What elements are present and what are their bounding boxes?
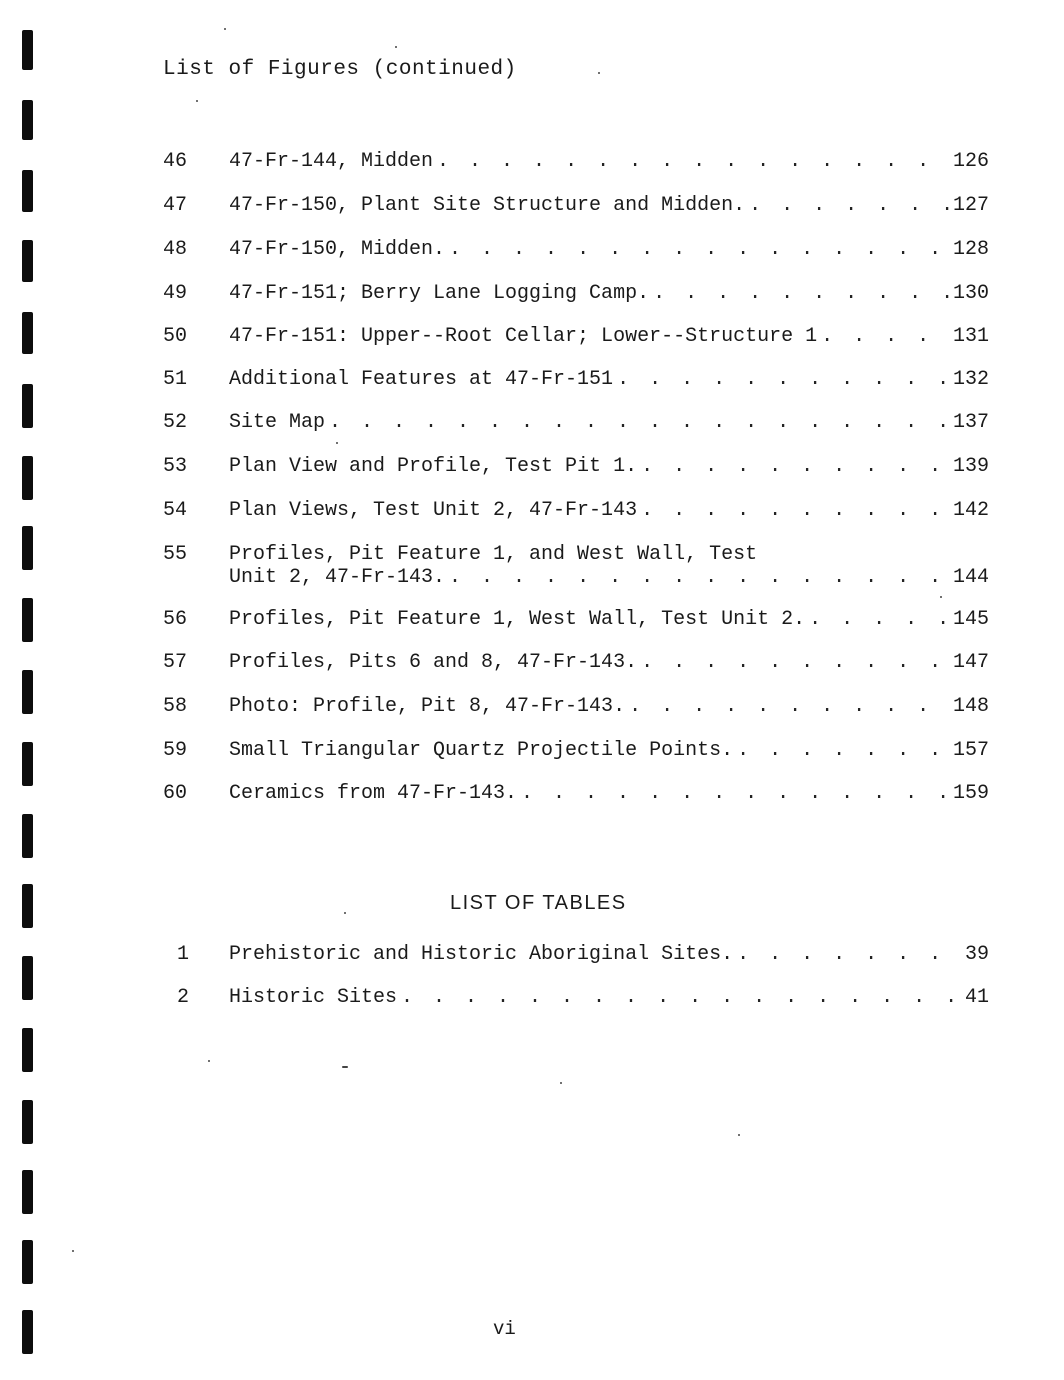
- dot-leader: [449, 238, 949, 262]
- figure-title: Small Triangular Quartz Projectile Points.: [229, 739, 734, 762]
- figure-page: 142: [952, 499, 989, 522]
- scan-speck: [72, 1250, 74, 1252]
- dot-leader: [521, 782, 949, 806]
- binding-mark: [22, 670, 33, 714]
- scan-speck: [395, 46, 397, 48]
- figure-number: 60: [163, 782, 188, 805]
- dot-leader: [401, 986, 961, 1010]
- table-number: 2: [177, 986, 190, 1009]
- figure-number: 49: [163, 282, 188, 305]
- table-title: Historic Sites: [229, 986, 398, 1009]
- table-page: 39: [964, 943, 989, 966]
- scan-speck: [560, 1082, 562, 1084]
- figure-page: 127: [952, 194, 989, 217]
- binding-mark: [22, 1100, 33, 1144]
- scan-speck: [224, 28, 226, 30]
- figure-title: Ceramics from 47-Fr-143.: [229, 782, 518, 805]
- dot-leader: [749, 194, 949, 218]
- figure-page: 159: [952, 782, 989, 805]
- binding-mark: [22, 884, 33, 928]
- scan-speck: [336, 442, 338, 444]
- figure-number: 57: [163, 651, 188, 674]
- binding-mark: [22, 1028, 33, 1072]
- binding-mark: [22, 456, 33, 500]
- figure-page: 132: [952, 368, 989, 391]
- figure-page: 145: [952, 608, 989, 631]
- figure-number: 59: [163, 739, 188, 762]
- figure-title: 47-Fr-144, Midden: [229, 150, 434, 173]
- table-title: Prehistoric and Historic Aboriginal Sites.: [229, 943, 734, 966]
- scan-speck: [208, 1060, 210, 1062]
- scan-speck: [598, 72, 600, 74]
- figure-page: 126: [952, 150, 989, 173]
- dot-leader: [449, 566, 949, 590]
- figure-title: 47-Fr-151; Berry Lane Logging Camp.: [229, 282, 650, 305]
- binding-mark: [22, 814, 33, 858]
- binding-mark: [22, 384, 33, 428]
- figure-page: 139: [952, 455, 989, 478]
- figure-title: Site Map: [229, 411, 326, 434]
- figure-entry-55: [163, 543, 989, 591]
- binding-mark: [22, 170, 33, 212]
- figure-title: Additional Features at 47-Fr-151: [229, 368, 614, 391]
- figure-title: Plan Views, Test Unit 2, 47-Fr-143: [229, 499, 638, 522]
- dot-leader: [617, 368, 949, 392]
- dot-leader: [641, 651, 949, 675]
- dot-leader: [437, 150, 949, 174]
- binding-mark: [22, 100, 33, 140]
- figure-title: 47-Fr-150, Plant Site Structure and Midden.: [229, 194, 746, 217]
- figure-title-continued: Unit 2, 47-Fr-143.: [229, 566, 446, 589]
- scan-speck: [196, 100, 198, 102]
- figure-number: 54: [163, 499, 188, 522]
- figure-page: 147: [952, 651, 989, 674]
- figure-number: 46: [163, 150, 188, 173]
- binding-mark: [22, 1170, 33, 1214]
- binding-mark: [22, 526, 33, 570]
- figure-title: Profiles, Pits 6 and 8, 47-Fr-143.: [229, 651, 638, 674]
- binding-mark: [22, 598, 33, 642]
- binding-mark: [22, 30, 33, 70]
- figure-number: 56: [163, 608, 188, 631]
- dot-leader: [821, 325, 949, 349]
- figure-page: 130: [952, 282, 989, 305]
- dot-leader: [737, 943, 961, 967]
- figure-title: Profiles, Pit Feature 1, and West Wall, Test: [229, 543, 758, 566]
- scan-speck: [940, 596, 942, 598]
- dot-leader: [641, 455, 949, 479]
- figure-page: 128: [952, 238, 989, 261]
- figure-title: 47-Fr-151: Upper--Root Cellar; Lower--Structure 1: [229, 325, 818, 348]
- scan-speck: [738, 1134, 740, 1136]
- figure-number: 50: [163, 325, 188, 348]
- scan-speck: [342, 1066, 348, 1068]
- figure-number: 58: [163, 695, 188, 718]
- page-header: List of Figures (continued): [163, 58, 517, 81]
- figure-title: 47-Fr-150, Midden.: [229, 238, 446, 261]
- binding-mark: [22, 742, 33, 786]
- binding-mark: [22, 1240, 33, 1284]
- figure-title: Profiles, Pit Feature 1, West Wall, Test Unit 2.: [229, 608, 806, 631]
- figure-page: 148: [952, 695, 989, 718]
- figure-page: 137: [952, 411, 989, 434]
- binding-mark: [22, 1310, 33, 1354]
- table-page: 41: [964, 986, 989, 1009]
- dot-leader: [809, 608, 949, 632]
- figure-number: 53: [163, 455, 188, 478]
- dot-leader: [629, 695, 949, 719]
- scan-speck: [344, 912, 346, 914]
- figure-page: 144: [952, 566, 989, 589]
- dot-leader: [329, 411, 949, 435]
- page-number: vi: [493, 1318, 516, 1340]
- binding-mark: [22, 312, 33, 354]
- figure-title: Photo: Profile, Pit 8, 47-Fr-143.: [229, 695, 626, 718]
- dot-leader: [737, 739, 949, 763]
- binding-mark: [22, 240, 33, 282]
- figure-number: 55: [163, 543, 188, 566]
- binding-mark: [22, 956, 33, 1000]
- figure-title: Plan View and Profile, Test Pit 1.: [229, 455, 638, 478]
- figure-number: 52: [163, 411, 188, 434]
- figure-number: 47: [163, 194, 188, 217]
- dot-leader: [653, 282, 949, 306]
- figure-page: 131: [952, 325, 989, 348]
- figure-number: 48: [163, 238, 188, 261]
- table-number: 1: [177, 943, 190, 966]
- list-of-tables-heading: LIST OF TABLES: [450, 892, 627, 914]
- dot-leader: [641, 499, 949, 523]
- figure-number: 51: [163, 368, 188, 391]
- figure-page: 157: [952, 739, 989, 762]
